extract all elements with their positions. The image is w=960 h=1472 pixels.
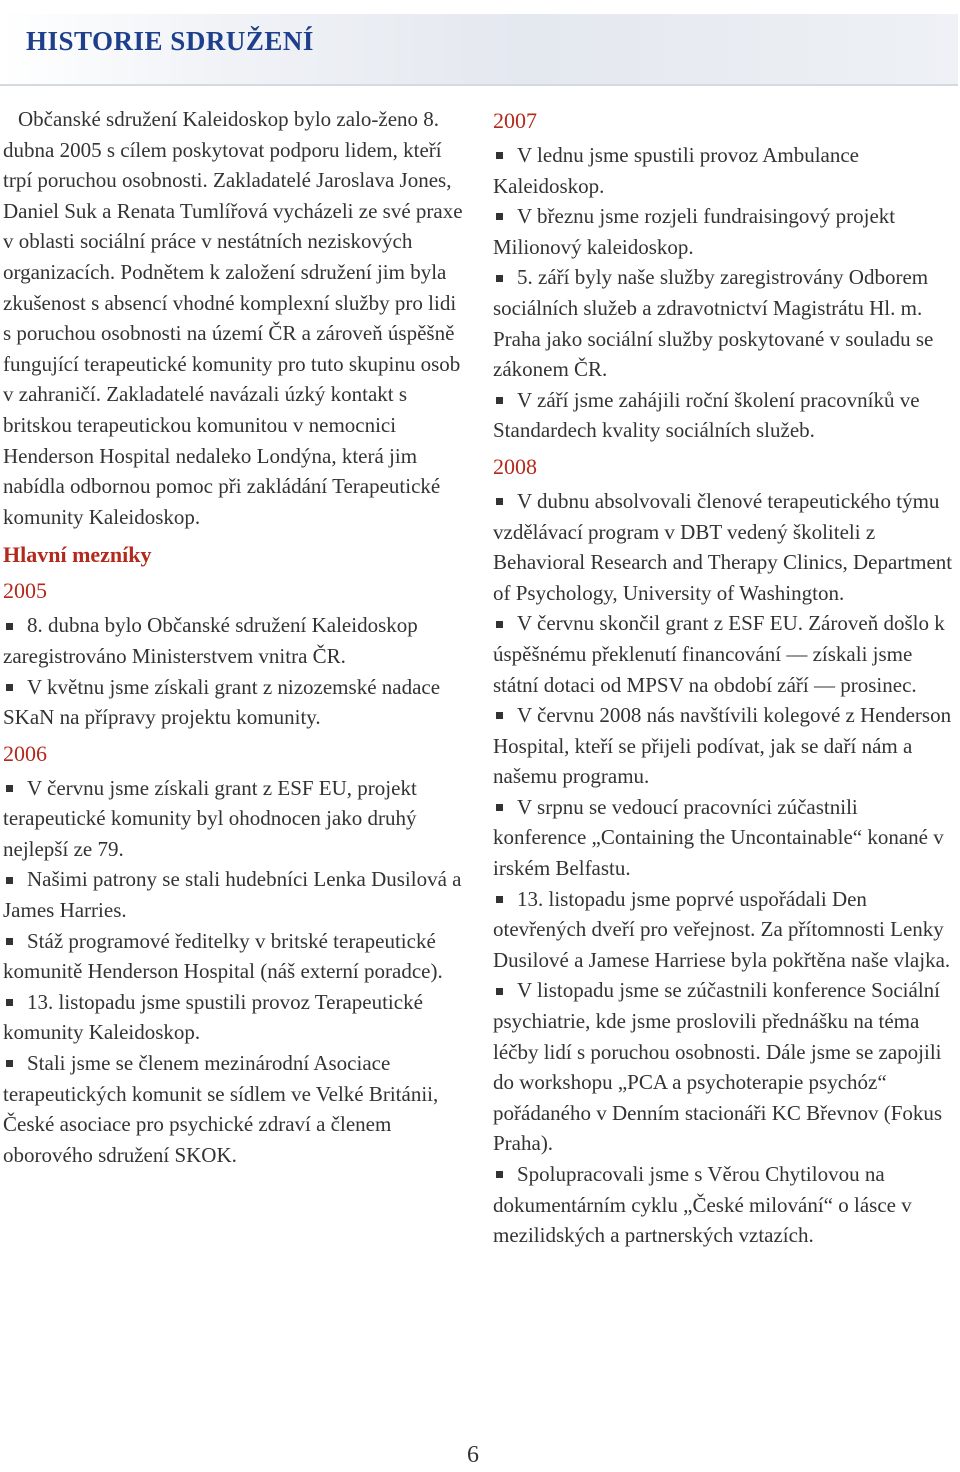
square-bullet-icon [6, 785, 13, 792]
list-item: V dubnu absolvovali členové terapeutického týmu vzdělávací program v DBT vedený školiteli z Behavioral Research and Therapy Clinics, Department of Psychology, University of Washington. [493, 488, 953, 605]
square-bullet-icon [496, 988, 503, 995]
milestone-list-2008 [493, 486, 953, 1251]
list-item: 5. září byly naše služby zaregistrovány Odborem sociálních služeb a zdravotnictví Magistrátu Hl. m. Praha jako sociální služby poskytované v souladu se zákonem ČR. [493, 265, 934, 382]
right-column [493, 106, 953, 1251]
square-bullet-icon [6, 623, 13, 630]
list-item: 13. listopadu jsme poprvé uspořádali Den otevřených dveří pro veřejnost. Za přítomnosti Lenky Dusilové a Jamese Harriese byla pokřtěna naše vlajka. [493, 886, 951, 972]
page-title: HISTORIE SDRUŽENÍ [26, 26, 314, 56]
square-bullet-icon [496, 621, 503, 628]
list-item: V červnu 2008 nás navštívili kolegové z Henderson Hospital, kteří se přijeli podívat, jak se daří nám a našemu programu. [493, 703, 952, 789]
square-bullet-icon [6, 877, 13, 884]
list-item: Našimi patrony se stali hudebníci Lenka Dusilová a James Harries. [3, 867, 462, 923]
year-heading-2005: 2005 [3, 578, 47, 604]
square-bullet-icon [496, 213, 503, 220]
list-item: V srpnu se vedoucí pracovníci zúčastnili konference „Containing the Uncontainable“ konané v irském Belfastu. [493, 794, 944, 881]
square-bullet-icon [6, 938, 13, 945]
milestone-list-2006 [3, 773, 465, 1171]
square-bullet-icon [496, 152, 503, 159]
list-item: Stáž programové ředitelky v britské terapeutické komunitě Henderson Hospital (náš externí poradce). [3, 928, 443, 984]
list-item: V listopadu jsme se zúčastnili konference Sociální psychiatrie, kde jsme proslovili přednášku na téma léčby lidí s poruchou osobnosti. Dále jsme se zapojili do workshopu „PCA a psychoterapie psychóz“ pořádaného v Denním stacionáři KC Břevnov (Fokus Praha). [493, 978, 943, 1156]
milestones-heading: Hlavní mezníky [3, 542, 152, 568]
list-item: V červnu jsme získali grant z ESF EU, projekt terapeutické komunity byl ohodnocen jako druhý nejlepší ze 79. [3, 775, 417, 861]
intro-paragraph: Občanské sdružení Kaleidoskop bylo zalo-ženo 8. dubna 2005 s cílem poskytovat podporu lidem, kteří trpí poruchou osobnosti. Zakladatelé Jaroslava Jones, Daniel Suk a Renata Tumlířová vycházeli ze své praxe v oblasti sociální práce v nestátních neziskových organizacích. Podnětem k založení sdružení jim byla zkušenost s absencí vhodné komplexní služby pro lidi s poruchou osobnosti na území ČR a zároveň úspěšně fungující terapeutické komunity pro tuto skupinu osob v zahraničí. Zakladatelé navázali úzký kontakt s britskou terapeutickou komunitou v nemocnici Henderson Hospital nedaleko Londýna, která jim nabídla odbornou pomoc při zakládání Terapeutické komunity Kaleidoskop. [3, 107, 463, 529]
list-item: V březnu jsme rozjeli fundraisingový projekt Milionový kaleidoskop. [493, 204, 896, 259]
list-item: V září jsme zahájili roční školení pracovníků ve Standardech kvality sociálních služeb. [493, 387, 920, 443]
square-bullet-icon [496, 1171, 503, 1178]
list-item: Stali jsme se členem mezinárodní Asociace terapeutických komunit se sídlem ve Velké Británii, České asociace pro psychické zdraví a členem oborového sdružení SKOK. [3, 1051, 439, 1167]
square-bullet-icon [496, 275, 503, 282]
page-number: 6 [467, 1442, 479, 1468]
milestone-list-2005 [3, 610, 465, 732]
list-item: V lednu jsme spustili provoz Ambulance Kaleidoskop. [493, 143, 859, 198]
square-bullet-icon [6, 999, 13, 1006]
list-item: V květnu jsme získali grant z nizozemské nadace SKaN na přípravy projektu komunity. [3, 674, 441, 730]
milestone-list-2007 [493, 140, 953, 446]
square-bullet-icon [496, 712, 503, 719]
square-bullet-icon [496, 804, 503, 811]
list-item: V červnu skončil grant z ESF EU. Zároveň došlo k úspěšnému překlenutí financování — získali jsme státní dotaci od MPSV na období září — prosinec. [493, 611, 945, 697]
square-bullet-icon [496, 397, 503, 404]
square-bullet-icon [6, 684, 13, 691]
list-item: 13. listopadu jsme spustili provoz Terapeutické komunity Kaleidoskop. [3, 989, 423, 1045]
year-heading-2008: 2008 [493, 453, 537, 479]
square-bullet-icon [496, 896, 503, 903]
list-item: Spolupracovali jsme s Věrou Chytilovou na dokumentárním cyklu „České milování“ o lásce v mezilidských a partnerských vztazích. [493, 1162, 912, 1248]
left-column [3, 104, 465, 1170]
year-heading-2007: 2007 [493, 108, 537, 133]
list-item: 8. dubna bylo Občanské sdružení Kaleidoskop zaregistrováno Ministerstvem vnitra ČR. [3, 613, 418, 668]
square-bullet-icon [496, 498, 503, 505]
year-heading-2006: 2006 [3, 740, 47, 766]
square-bullet-icon [6, 1060, 13, 1067]
